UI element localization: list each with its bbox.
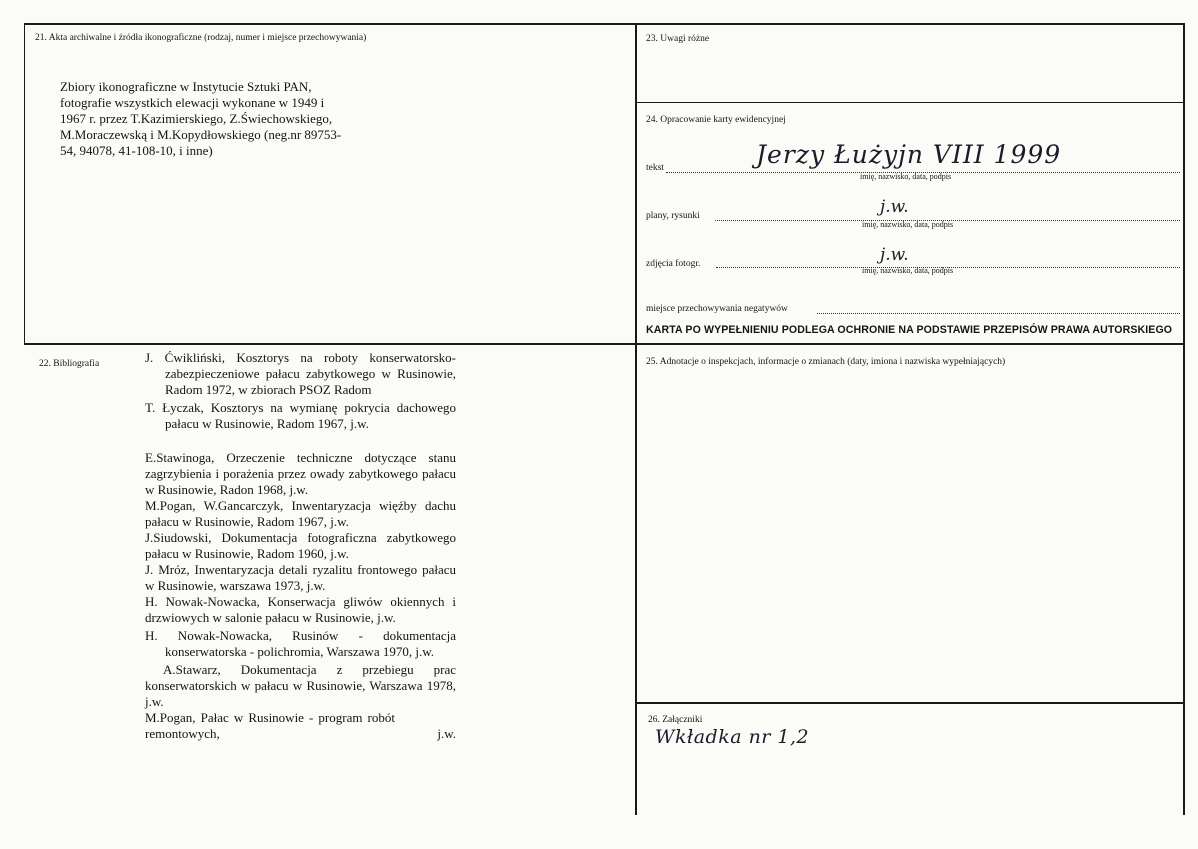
field-plany-caption: imię, nazwisko, data, podpis xyxy=(862,220,954,229)
field-plany-label: plany, rysunki xyxy=(646,211,700,221)
bibliography-gap xyxy=(145,432,456,448)
section-25-label: 25. Adnotacje o inspekcjach, informacje o zmianach (daty, imiona i nazwiska wypełniających) xyxy=(646,357,1006,367)
field-negatives-label: miejsce przechowywania negatywów xyxy=(646,304,788,314)
signature-plany: j.w. xyxy=(880,197,909,217)
signature-zdjecia: j.w. xyxy=(880,245,909,265)
outer-frame-left xyxy=(24,23,25,345)
section-21-line: 1967 r. przez T.Kazimierskiego, Z.Świechowskiego, xyxy=(60,111,333,126)
section-21-line: 54, 94078, 41-108-10, i inne) xyxy=(60,143,213,158)
section-21-label: 21. Akta archiwalne i źródła ikonograficzne (rodzaj, numer i miejsce przechowywania) xyxy=(35,33,367,43)
section-26-label: 26. Załączniki xyxy=(648,715,703,725)
copyright-warning: KARTA PO WYPEŁNIENIU PODLEGA OCHRONIE NA PODSTAWIE PRZEPISÓW PRAWA AUTORSKIEGO xyxy=(646,324,1173,336)
bibliography-entry-suffix: j.w. xyxy=(437,726,456,741)
bibliography-list xyxy=(145,350,456,742)
bibliography-entry: H. Nowak-Nowacka, Konserwacja gliwów okiennych i drzwiowych w salonie pałacu w Rusinowie, j.w. xyxy=(145,594,456,625)
bibliography-entry: J.Siudowski, Dokumentacja fotograficzna zabytkowego pałacu w Rusinowie, Radom 1960, j.w. xyxy=(145,530,456,561)
section-22-label: 22. Bibliografia xyxy=(39,359,100,369)
section-21-line: fotografie wszystkich elewacji wykonane w 1949 i xyxy=(60,95,325,110)
section-21-line: Zbiory ikonograficzne w Instytucie Sztuki PAN, xyxy=(60,79,312,94)
section-21-text xyxy=(60,79,372,159)
divider-25-26 xyxy=(636,702,1184,704)
row-divider xyxy=(24,343,1185,345)
section-23-label: 23. Uwagi różne xyxy=(646,34,710,44)
field-negatives-line xyxy=(817,313,1180,314)
bibliography-entry: J. Ćwikliński, Kosztorys na roboty konserwatorsko-zabezpieczeniowe pałacu zabytkowego w Rusinowie, Radom 1972, w zbiorach PSOZ Radom xyxy=(145,350,456,397)
divider-23-24 xyxy=(636,102,1184,103)
bibliography-entry: M.Pogan, Pałac w Rusinowie - program robót remontowych, xyxy=(145,710,395,741)
outer-frame-top xyxy=(24,23,1184,25)
bibliography-entry: M.Pogan, W.Gancarczyk, Inwentaryzacja więźby dachu pałacu w Rusinowie, Radom 1967, j.w. xyxy=(145,498,456,529)
section-24-label: 24. Opracowanie karty ewidencyjnej xyxy=(646,115,786,125)
attachments-handwriting: Wkładka nr 1,2 xyxy=(655,726,810,748)
center-divider xyxy=(635,23,637,815)
section-21-line: M.Moraczewską i M.Kopydłowskiego (neg.nr 89753- xyxy=(60,127,342,142)
bibliography-entry: H. Nowak-Nowacka, Rusinów - dokumentacja konserwatorska - polichromia, Warszawa 1970, j.w. xyxy=(145,628,456,659)
field-zdjecia-label: zdjęcia fotogr. xyxy=(646,259,701,269)
bibliography-entry: A.Stawarz, Dokumentacja z przebiegu prac konserwatorskich w pałacu w Rusinowie, Warszawa 1978, j.w. xyxy=(145,662,456,709)
field-zdjecia-caption: imię, nazwisko, data, podpis xyxy=(862,266,954,275)
bibliography-entry: J. Mróz, Inwentaryzacja detali ryzalitu frontowego pałacu w Rusinowie, warszawa 1973, j.w. xyxy=(145,562,456,593)
bibliography-entry: E.Stawinoga, Orzeczenie techniczne dotyczące stanu zagrzybienia i porażenia przez owady zabytkowego pałacu w Rusinowie, Radon 1968, j.w. xyxy=(145,450,456,497)
signature-tekst: Jerzy Łużyjn VIII 1999 xyxy=(756,140,1062,169)
outer-frame-right xyxy=(1183,23,1185,815)
bibliography-entry-last xyxy=(145,710,456,742)
field-tekst-caption: imię, nazwisko, data, podpis xyxy=(860,172,952,181)
field-tekst-label: tekst xyxy=(646,163,664,173)
bibliography-entry: T. Łyczak, Kosztorys na wymianę pokrycia dachowego pałacu w Rusinowie, Radom 1967, j.w. xyxy=(145,400,456,431)
